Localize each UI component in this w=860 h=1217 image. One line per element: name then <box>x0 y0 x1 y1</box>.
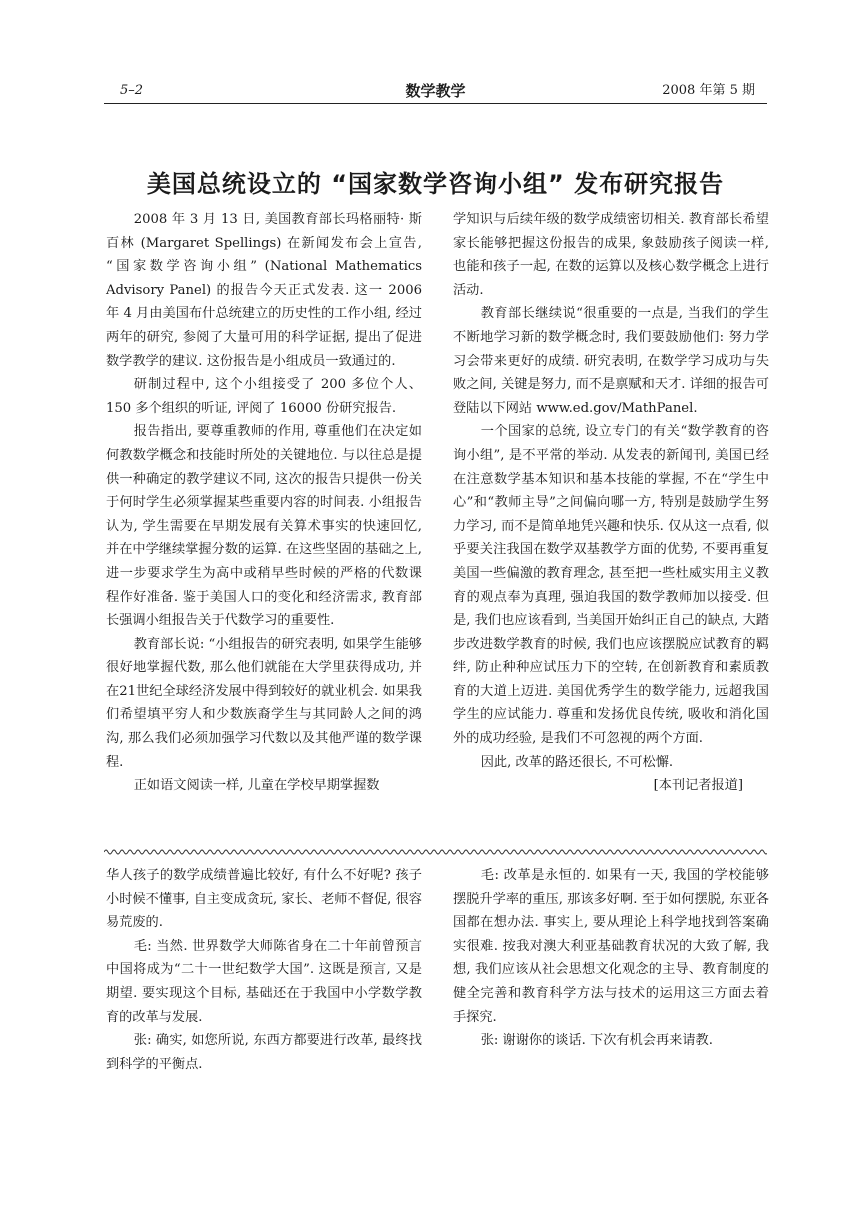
byline: [本刊记者报道] <box>653 778 743 794</box>
paragraph: 一个国家的总统, 设立专门的有关“数学教育的咨询小组”, 是不平常的举动. 从发表的新闻刊, 美国已经在注意数学基本知识和基本技能的掌握, 不在“学生中心”和“教师主导”之间偏向哪一方, 特别是鼓励学生努力学习, 而不是简单地凭兴趣和快乐. 仅从这一点看, 似乎要关注我国在数学双基教学方面的优势, 不要再重复美国一些偏激的教育理念, 甚至把一些杜威实用主义教育的观点奉为真理, 强迫我国的数学教师加以接受. 但是, 我们也应该看到, 当美国开始纠正自己的缺点, 大踏步改进数学教育的时候, 我们也应该摆脱应试教育的羁绊, 防止种种应试压力下的空转, 在创新教育和素质教育的大道上迈进. 美国优秀学生的数学能力, 远超我国学生的应试能力. 尊重和发扬优良传统, 吸收和消化国外的成功经验, 是我们不可忽视的两个方面. <box>453 424 769 747</box>
article-title: 美国总统设立的 “国家数学咨询小组” 发布研究报告 <box>146 170 725 199</box>
paragraph: 因此, 改革的路还很长, 不可松懈. <box>480 754 674 770</box>
paragraph: 张: 谢谢你的谈话. 下次有机会再来请教. <box>480 1033 713 1049</box>
issue-label: 2008 年第 5 期 <box>662 83 755 98</box>
paragraph: 正如语文阅读一样, 儿童在学校早期掌握数 <box>133 778 380 794</box>
paragraph: 学知识与后续年级的数学成绩密切相关. 教育部长希望家长能够把握这份报告的成果, 象鼓励孩子阅读一样, 也能和孩子一起, 在数的运算以及核心数学概念上进行活动. <box>453 212 769 298</box>
wavy-separator <box>104 847 767 857</box>
header-rule <box>104 103 767 104</box>
paragraph: 报告指出, 要尊重教师的作用, 尊重他们在决定如何教数学概念和技能时所处的关键地位. 与以往总是提供一种确定的教学建议不同, 这次的报告只提供一份关于何时学生必须掌握某些重要内容的时间表. 小组报告认为, 学生需要在早期发展有关算术事实的快速回忆, 并在中学继续掌握分数的运算. 在这些坚固的基础之上, 进一步要求学生为高中或稍早些时候的严格的代数课程作好准备. 鉴于美国人口的变化和经济需求, 教育部长强调小组报告关于代数学习的重要性. <box>106 424 422 629</box>
continuation-left-column <box>106 864 422 1076</box>
paragraph: 2008 年 3 月 13 日, 美国教育部长玛格丽特· 斯百林 (Margaret Spellings) 在新闻发布会上宣告, “国家数学咨询小组” (National Mathematics Advisory Panel) 的报告今天正式发表. 这一 2006 年 4 月由美国布什总统建立的历史性的工作小组, 经过两年的研究, 参阅了大量可用的科学证据, 提出了促进数学教学的建议. 这份报告是小组成员一致通过的. <box>106 212 422 369</box>
paragraph: 华人孩子的数学成绩普遍比较好, 有什么不好呢? 孩子小时候不懂事, 自主变成贪玩, 家长、老师不督促, 很容易荒废的. <box>106 868 422 931</box>
article-right-column <box>453 208 769 798</box>
page-number: 5–2 <box>120 83 144 98</box>
paragraph: 研制过程中, 这个小组接受了 200 多位个人、150 多个组织的听证, 评阅了 16000 份研究报告. <box>106 377 422 416</box>
running-header <box>104 82 767 104</box>
paragraph: 教育部长说: “小组报告的研究表明, 如果学生能够很好地掌握代数, 那么他们就能在大学里获得成功, 并在21世纪全球经济发展中得到较好的就业机会. 如果我们希望填平穷人和少数族裔学生与其同龄人之间的鸿沟, 那么我们必须加强学习代数以及其他严谨的数学课程. <box>106 636 422 770</box>
paragraph: 教育部长继续说“很重要的一点是, 当我们的学生不断地学习新的数学概念时, 我们要鼓励他们: 努力学习会带来更好的成绩. 研究表明, 在数学学习成功与失败之间, 关键是努力, 而不是禀赋和天才. 详细的报告可登陆以下网站 www.ed.gov/MathPanel. <box>453 306 769 416</box>
paragraph: 毛: 改革是永恒的. 如果有一天, 我国的学校能够摆脱升学率的重压, 那该多好啊. 至于如何摆脱, 东亚各国都在想办法. 事实上, 要从理论上科学地找到答案确实很难. 按我对澳大利亚基础教育状况的大致了解, 我想, 我们应该从社会思想文化观念的主导、教育制度的健全完善和教育科学方法与技术的运用这三方面去着手探究. <box>453 868 769 1025</box>
article-left-column <box>106 208 422 798</box>
journal-name: 数学教学 <box>405 82 466 100</box>
paragraph: 张: 确实, 如您所说, 东西方都要进行改革, 最终找到科学的平衡点. <box>106 1033 422 1072</box>
paragraph: 毛: 当然. 世界数学大师陈省身在二十年前曾预言中国将成为“二十一世纪数学大国”. 这既是预言, 又是期望. 要实现这个目标, 基础还在于我国中小学数学教育的改革与发展. <box>106 938 422 1025</box>
continuation-right-column <box>453 864 769 1053</box>
